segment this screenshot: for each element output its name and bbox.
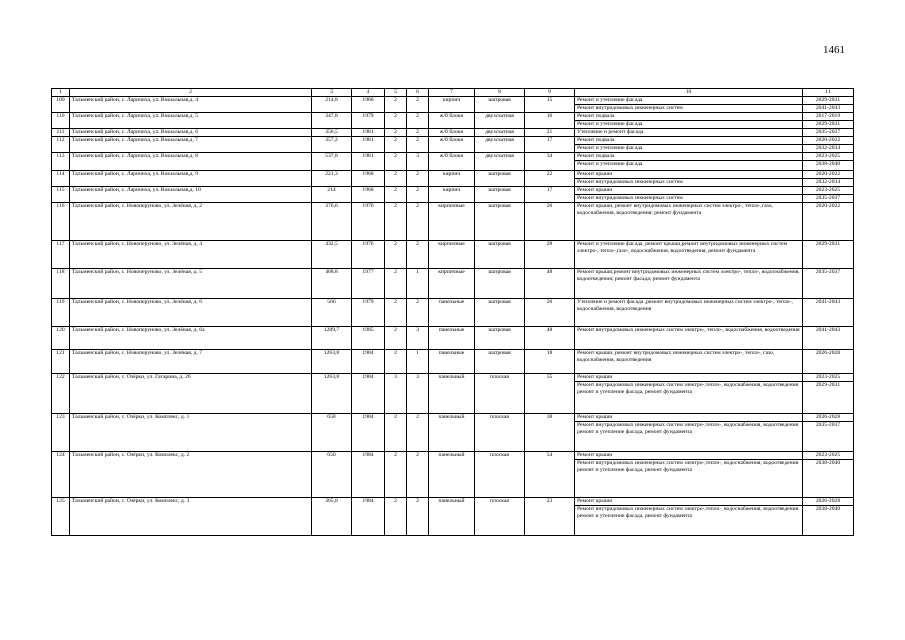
total-area: 650 [312, 451, 352, 497]
wall-material: кирпичные [429, 240, 475, 268]
work-description: Ремонт подвала [575, 112, 803, 120]
table-row [52, 202, 854, 240]
table-row [52, 96, 854, 104]
wall-material: ж/б блоки [429, 152, 475, 170]
work-period: 2023-2025 [803, 451, 854, 459]
roof-type: двухскатная [475, 136, 525, 152]
roof-type: шатровая [475, 186, 525, 202]
total-area: 1289,7 [312, 326, 352, 349]
floors-count: 2 [385, 268, 407, 298]
entrances-count: 2 [407, 497, 429, 535]
table-body [52, 96, 854, 535]
address: Тальменский район, с. Ларичиха, ул. Вокзальная,д. 5 [70, 112, 312, 128]
total-area: 347,8 [312, 112, 352, 128]
table-row [52, 170, 854, 178]
apartments-count: 28 [525, 240, 575, 268]
address: Тальменский район, с. Новоперуново, ул. Зелёная, д. 2 [70, 202, 312, 240]
apartments-count: 34 [525, 152, 575, 170]
table-row [52, 413, 854, 421]
table-row [52, 349, 854, 373]
total-area: 365,8 [312, 497, 352, 535]
roof-type: плоская [475, 373, 525, 413]
row-number: 120 [52, 326, 70, 349]
row-number: 109 [52, 96, 70, 112]
row-number: 116 [52, 202, 70, 240]
column-header-4: 4 [352, 89, 385, 97]
row-number: 117 [52, 240, 70, 268]
apartments-count: 16 [525, 112, 575, 128]
entrances-count: 2 [407, 96, 429, 112]
wall-material: панельный [429, 413, 475, 451]
floors-count: 2 [385, 298, 407, 326]
roof-type: шатровая [475, 298, 525, 326]
work-period: 2029-2031 [803, 381, 854, 413]
work-description: Ремонт и утепление фасада [575, 96, 803, 104]
work-description: Ремонт крыши, ремонт внутридомовых инженерных систем электро-, тепло-,газо, водоснабжения, водоотведения; ремонт фундамента [575, 202, 803, 240]
wall-material: кирпичные [429, 202, 475, 240]
table-row [52, 128, 854, 136]
column-header-5: 5 [385, 89, 407, 97]
roof-type: плоская [475, 413, 525, 451]
entrances-count: 2 [407, 186, 429, 202]
work-period: 2035-2037 [803, 268, 854, 298]
year-built: 1985 [352, 326, 385, 349]
entrances-count: 2 [407, 170, 429, 186]
entrances-count: 3 [407, 326, 429, 349]
entrances-count: 2 [407, 202, 429, 240]
wall-material: панельный [429, 451, 475, 497]
wall-material: ж/б блоки [429, 136, 475, 152]
entrances-count: 2 [407, 112, 429, 128]
work-period: 2026-2028 [803, 413, 854, 421]
roof-type: шатровая [475, 268, 525, 298]
column-header-1: 1 [52, 89, 70, 97]
year-built: 1979 [352, 298, 385, 326]
row-number: 118 [52, 268, 70, 298]
row-number: 113 [52, 152, 70, 170]
entrances-count: 2 [407, 451, 429, 497]
work-description: Ремонт внутридомовых инженерных систем электро-,тепло-, водоснабжения, водоотведения ремонт и утепление фасада, ремонт фундамента [575, 421, 803, 451]
work-description: Ремонт крыши [575, 170, 803, 178]
roof-type: шатровая [475, 326, 525, 349]
address: Тальменский район, с. Озёрки, ул. Гагарина, д. 26 [70, 373, 312, 413]
year-built: 1960 [352, 186, 385, 202]
column-header-3: 3 [312, 89, 352, 97]
floors-count: 2 [385, 152, 407, 170]
page-number: 1461 [823, 44, 845, 56]
floors-count: 2 [385, 128, 407, 136]
column-header-9: 9 [525, 89, 575, 97]
floors-count: 2 [385, 170, 407, 186]
apartments-count: 20 [525, 202, 575, 240]
wall-material: кирпичные [429, 268, 475, 298]
floors-count: 2 [385, 136, 407, 152]
year-built: 1984 [352, 349, 385, 373]
entrances-count: 2 [407, 298, 429, 326]
work-description: Ремонт внутридомовых инженерных систем электро-, тепло-, водоснабжения, водоотведения [575, 326, 803, 349]
roof-type: двухскатная [475, 152, 525, 170]
floors-count: 2 [385, 349, 407, 373]
table-row [52, 136, 854, 144]
work-period: 2041-2043 [803, 298, 854, 326]
address: Тальменский район, с. Новоперуново, ул. Зелёная, д. 7 [70, 349, 312, 373]
address: Тальменский район, с. Озёрки, ул. Комплекс, д. 1 [70, 413, 312, 451]
column-header-10: 10 [575, 89, 803, 97]
address: Тальменский район, с. Озёрки, ул. Комплекс, д. 3 [70, 497, 312, 535]
wall-material: ж/б блоки [429, 112, 475, 128]
apartments-count: 38 [525, 413, 575, 451]
column-header-8: 8 [475, 89, 525, 97]
total-area: 658 [312, 413, 352, 451]
year-built: 1960 [352, 170, 385, 186]
table-row [52, 497, 854, 505]
work-description: Ремонт крыши, ремонт внутридомовых инженерных систем электро-, тепло-, газо, водоснабжения, водоотведения [575, 349, 803, 373]
wall-material: ж/б блоки [429, 128, 475, 136]
address: Тальменский район, с. Новоперуново, ул. Зелёная, д. 6а [70, 326, 312, 349]
entrances-count: 2 [407, 136, 429, 152]
work-description: Ремонт и утепление фасада [575, 120, 803, 128]
wall-material: панельные [429, 326, 475, 349]
apartments-count: 18 [525, 349, 575, 373]
roof-type: шатровая [475, 96, 525, 112]
total-area: 221,3 [312, 170, 352, 186]
floors-count: 2 [385, 240, 407, 268]
table-row [52, 152, 854, 160]
column-header-6: 6 [407, 89, 429, 97]
row-number: 124 [52, 451, 70, 497]
wall-material: кирпич [429, 186, 475, 202]
work-description: Ремонт крыши [575, 186, 803, 194]
apartments-count: 55 [525, 373, 575, 413]
work-description: Утепление и ремонт фасада ,ремонт внутридомовых инженерных систем электро-, тепло-, водоснабжения, водоотведения [575, 298, 803, 326]
work-period: 2041-2043 [803, 104, 854, 112]
work-period: 2020-2022 [803, 136, 854, 144]
apartments-count: 23 [525, 497, 575, 535]
work-description: Ремонт крыши [575, 451, 803, 459]
row-number: 114 [52, 170, 70, 186]
wall-material: панельный [429, 497, 475, 535]
floors-count: 2 [385, 497, 407, 535]
work-period: 2035-2037 [803, 128, 854, 136]
total-area: 468,8 [312, 268, 352, 298]
floors-count: 2 [385, 413, 407, 451]
apartments-count: 54 [525, 451, 575, 497]
total-area: 357,2 [312, 136, 352, 152]
work-period: 2023-2025 [803, 186, 854, 194]
floors-count: 3 [385, 373, 407, 413]
table-row [52, 240, 854, 268]
total-area: 1263,8 [312, 373, 352, 413]
address: Тальменский район, с. Ларичиха, ул. Вокзальная,д. 9 [70, 170, 312, 186]
work-period: 2035-2037 [803, 421, 854, 451]
work-description: Ремонт внутридомовых инженерных систем [575, 178, 803, 186]
apartments-count: 22 [525, 170, 575, 186]
wall-material: панельные [429, 298, 475, 326]
year-built: 1981 [352, 136, 385, 152]
wall-material: панельные [429, 349, 475, 373]
entrances-count: 1 [407, 268, 429, 298]
wall-material: кирпич [429, 170, 475, 186]
entrances-count: 1 [407, 349, 429, 373]
address: Тальменский район, с. Ларичиха, ул. Вокзальная,д. 10 [70, 186, 312, 202]
total-area: 356,5 [312, 128, 352, 136]
table-row [52, 112, 854, 120]
work-period: 2029-2031 [803, 240, 854, 268]
address: Тальменский район, с. Новоперуново, ул. Зелёная, д. 6 [70, 298, 312, 326]
work-period: 2038-2040 [803, 459, 854, 497]
work-description: Ремонт подвала [575, 152, 803, 160]
work-period: 2032-2034 [803, 178, 854, 186]
year-built: 1976 [352, 202, 385, 240]
total-area: 214 [312, 186, 352, 202]
work-period: 2038-2040 [803, 505, 854, 535]
total-area: 432,5 [312, 240, 352, 268]
work-description: Ремонт подвала [575, 136, 803, 144]
work-description: Ремонт крыши [575, 497, 803, 505]
row-number: 121 [52, 349, 70, 373]
year-built: 1984 [352, 373, 385, 413]
year-built: 1984 [352, 497, 385, 535]
total-area: 1263,8 [312, 349, 352, 373]
roof-type: двухскатная [475, 112, 525, 128]
work-description: Ремонт внутридомовых инженерных систем электро-,тепло-, водоснабжения, водоотведения ремонт и утепление фасада, ремонт фундамента [575, 505, 803, 535]
work-period: 2041-2043 [803, 326, 854, 349]
table-row [52, 298, 854, 326]
year-built: 1977 [352, 268, 385, 298]
housing-repair-table [51, 88, 854, 536]
address: Тальменский район, с. Новоперуново, ул. Зелёная, д. 5 [70, 268, 312, 298]
work-period: 2038-2040 [803, 160, 854, 170]
table-row [52, 268, 854, 298]
work-description: Ремонт крыши,ремонт внутридомовых инженерных систем электро-, тепло-, водоснабжения, водоотведения; ремонт фасада; ремонт фундамента [575, 268, 803, 298]
year-built: 1981 [352, 152, 385, 170]
row-number: 122 [52, 373, 70, 413]
address: Тальменский район, с. Ларичиха, ул. Вокзальная,д. 4 [70, 96, 312, 112]
floors-count: 2 [385, 96, 407, 112]
entrances-count: 3 [407, 373, 429, 413]
year-built: 1984 [352, 451, 385, 497]
table-row [52, 451, 854, 459]
total-area: 376,6 [312, 202, 352, 240]
roof-type: шатровая [475, 170, 525, 186]
row-number: 112 [52, 136, 70, 152]
apartments-count: 17 [525, 136, 575, 152]
address: Тальменский район, с. Озёрки, ул. Комплекс, д. 2 [70, 451, 312, 497]
apartments-count: 48 [525, 326, 575, 349]
work-period: 2032-2034 [803, 144, 854, 152]
work-description: Ремонт и утепление фасада [575, 144, 803, 152]
work-description: Ремонт внутридомовых инженерных систем [575, 194, 803, 202]
work-period: 2020-2022 [803, 202, 854, 240]
address: Тальменский район, с. Ларичиха, ул. Вокзальная,д. 8 [70, 152, 312, 170]
header-row [52, 89, 854, 97]
apartments-count: 15 [525, 96, 575, 112]
work-description: Ремонт и утепление фасада [575, 160, 803, 170]
address: Тальменский район, с. Ларичиха, ул. Вокзальная,д. 7 [70, 136, 312, 152]
column-header-11: 11 [803, 89, 854, 97]
apartments-count: 17 [525, 186, 575, 202]
year-built: 1960 [352, 96, 385, 112]
total-area: 214,8 [312, 96, 352, 112]
roof-type: плоская [475, 497, 525, 535]
work-description: Ремонт внутридомовых инженерных систем [575, 104, 803, 112]
floors-count: 2 [385, 202, 407, 240]
roof-type: плоская [475, 451, 525, 497]
entrances-count: 2 [407, 240, 429, 268]
row-number: 111 [52, 128, 70, 136]
roof-type: двухскатная [475, 128, 525, 136]
year-built: 1984 [352, 413, 385, 451]
work-period: 2023-2025 [803, 152, 854, 160]
work-period: 2026-2028 [803, 497, 854, 505]
apartments-count: 21 [525, 128, 575, 136]
column-header-2: 2 [70, 89, 312, 97]
row-number: 110 [52, 112, 70, 128]
table-row [52, 186, 854, 194]
work-description: Утепление и ремонт фасада [575, 128, 803, 136]
work-period: 2029-2031 [803, 120, 854, 128]
roof-type: шатровая [475, 349, 525, 373]
table-row [52, 326, 854, 349]
work-period: 2035-2037 [803, 194, 854, 202]
row-number: 115 [52, 186, 70, 202]
entrances-count: 2 [407, 413, 429, 451]
floors-count: 2 [385, 451, 407, 497]
work-period: 2017-2019 [803, 112, 854, 120]
apartments-count: 20 [525, 298, 575, 326]
column-header-7: 7 [429, 89, 475, 97]
year-built: 1976 [352, 240, 385, 268]
apartments-count: 48 [525, 268, 575, 298]
row-number: 125 [52, 497, 70, 535]
floors-count: 2 [385, 112, 407, 128]
work-description: Ремонт внутридомовых инженерных систем электро-,тепло-, водоснабжения, водоотведения ремонт и утепление фасада, ремонт фундамента [575, 381, 803, 413]
work-period: 2029-2031 [803, 96, 854, 104]
entrances-count: 3 [407, 152, 429, 170]
address: Тальменский район, с. Новоперуново, ул. Зелёная, д. 4 [70, 240, 312, 268]
wall-material: кирпич [429, 96, 475, 112]
table-row [52, 373, 854, 381]
floors-count: 2 [385, 326, 407, 349]
work-description: Ремонт внутридомовых инженерных систем электро-,тепло-, водоснабжения, водоотведения ремонт и утепление фасада, ремонт фундамента [575, 459, 803, 497]
total-area: 537,8 [312, 152, 352, 170]
work-description: Ремонт и утепление фасада, ремонт крыши,ремонт внутридомовых инженерных систем электро-, тепло-,газо-, водоснабжения, водоотведения, ремонт фундамента [575, 240, 803, 268]
work-description: Ремонт крыши [575, 413, 803, 421]
work-period: 2023-2025 [803, 373, 854, 381]
total-area: 566 [312, 298, 352, 326]
entrances-count: 2 [407, 128, 429, 136]
wall-material: панельный [429, 373, 475, 413]
roof-type: шатровая [475, 202, 525, 240]
work-period: 2020-2022 [803, 170, 854, 178]
roof-type: шатровая [475, 240, 525, 268]
work-description: Ремонт крыши [575, 373, 803, 381]
row-number: 123 [52, 413, 70, 451]
floors-count: 2 [385, 186, 407, 202]
year-built: 1981 [352, 128, 385, 136]
work-period: 2026-2028 [803, 349, 854, 373]
row-number: 119 [52, 298, 70, 326]
address: Тальменский район, с. Ларичиха, ул. Вокзальная,д. 6 [70, 128, 312, 136]
year-built: 1979 [352, 112, 385, 128]
